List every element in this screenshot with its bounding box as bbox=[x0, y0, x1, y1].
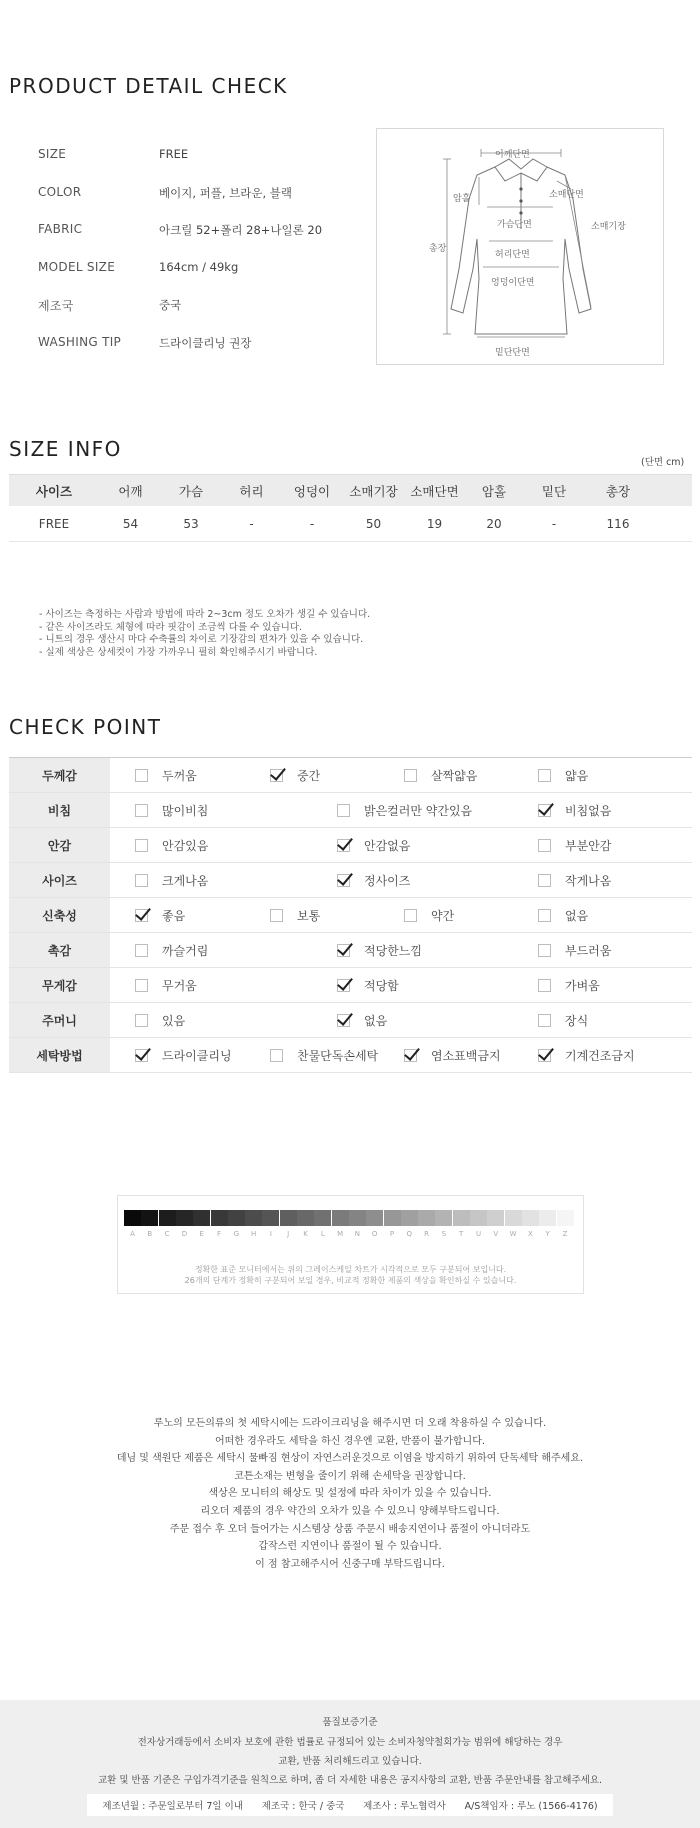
check-option[interactable] bbox=[337, 863, 410, 898]
grayscale-letter: L bbox=[320, 1230, 325, 1238]
grayscale-swatch bbox=[418, 1210, 435, 1226]
check-option[interactable] bbox=[337, 933, 422, 968]
size-note: - 니트의 경우 생산시 마다 수축률의 차이로 기장감의 편차가 있을 수 있습니다. bbox=[39, 634, 364, 645]
checkbox-icon[interactable] bbox=[135, 1014, 148, 1027]
diagram-label-sleeve-length: 소매기장 bbox=[591, 222, 626, 232]
check-option-label: 무거움 bbox=[162, 979, 197, 993]
footer-title: 품질보증기준 bbox=[322, 1717, 378, 1728]
check-option[interactable] bbox=[404, 1038, 501, 1073]
grayscale-swatch bbox=[332, 1210, 349, 1226]
grayscale-letter: S bbox=[441, 1230, 447, 1238]
size-header-cell: 소매단면 bbox=[410, 483, 459, 499]
size-header-cell: 밑단 bbox=[541, 483, 567, 499]
check-option-label: 염소표백금지 bbox=[431, 1049, 501, 1063]
grayscale-letter: G bbox=[233, 1230, 240, 1238]
check-row-label: 촉감 bbox=[9, 933, 110, 967]
checkbox-checked-icon[interactable] bbox=[135, 1049, 148, 1062]
diagram-label-armhole: 암홀 bbox=[453, 194, 471, 204]
check-option-label: 가벼움 bbox=[565, 979, 600, 993]
checkbox-icon[interactable] bbox=[538, 839, 551, 852]
grayscale-letter: K bbox=[303, 1230, 308, 1238]
grayscale-swatch bbox=[557, 1210, 574, 1226]
grayscale-swatch bbox=[193, 1210, 210, 1226]
checkbox-icon[interactable] bbox=[135, 839, 148, 852]
checkbox-icon[interactable] bbox=[538, 874, 551, 887]
size-cell: 53 bbox=[183, 516, 199, 531]
check-option[interactable] bbox=[538, 758, 588, 793]
checkbox-checked-icon[interactable] bbox=[337, 979, 350, 992]
diagram-label-waist: 허리단면 bbox=[495, 250, 530, 260]
grayscale-letter: P bbox=[389, 1230, 395, 1238]
check-option[interactable] bbox=[538, 898, 588, 933]
check-option[interactable] bbox=[270, 898, 320, 933]
check-row bbox=[9, 933, 692, 968]
check-option[interactable] bbox=[538, 828, 611, 863]
size-note: - 사이즈는 측정하는 사람과 방법에 따라 2~3cm 정도 오차가 생길 수 있습니다. bbox=[39, 609, 371, 620]
grayscale-letter: V bbox=[493, 1230, 499, 1238]
check-row bbox=[9, 898, 692, 933]
size-table-header bbox=[9, 474, 692, 506]
footer-manufacture-date: 제조년월 : 주문일로부터 7일 이내 bbox=[102, 1801, 243, 1812]
checkbox-icon[interactable] bbox=[135, 979, 148, 992]
diagram-label-length: 총장 bbox=[429, 244, 447, 254]
footer-info-bar bbox=[87, 1794, 613, 1816]
check-row-label: 안감 bbox=[9, 828, 110, 862]
check-option[interactable] bbox=[404, 898, 454, 933]
grayscale-letter: T bbox=[459, 1230, 464, 1238]
check-option-label: 비침없음 bbox=[565, 804, 612, 818]
grayscale-swatch bbox=[141, 1210, 158, 1226]
check-option[interactable] bbox=[135, 863, 208, 898]
check-option-label: 장식 bbox=[565, 1014, 589, 1028]
checkbox-icon[interactable] bbox=[135, 804, 148, 817]
check-table bbox=[9, 757, 692, 1073]
detail-value: 아크릴 52+폴리 28+나일론 20 bbox=[159, 223, 323, 237]
checkbox-checked-icon[interactable] bbox=[337, 839, 350, 852]
grayscale-note-1: 정확한 표준 모니터에서는 위의 그레이스케일 차트가 시각적으로 모두 구분되어 보입니다. bbox=[194, 1265, 507, 1274]
size-cell: 20 bbox=[486, 516, 502, 531]
section-title-detail: PRODUCT DETAIL CHECK bbox=[9, 74, 288, 98]
size-unit: (단면 cm) bbox=[641, 457, 685, 468]
diagram-label-hip: 엉덩이단면 bbox=[491, 278, 535, 288]
detail-value: 164cm / 49kg bbox=[159, 260, 239, 274]
grayscale-swatch bbox=[435, 1210, 452, 1226]
footer-line-1: 전자상거래등에서 소비자 보호에 관한 법률로 규정되어 있는 소비자청약철회가능 범위에 해당하는 경우 bbox=[137, 1737, 563, 1748]
grayscale-letter: N bbox=[354, 1230, 361, 1238]
grayscale-swatch bbox=[384, 1210, 401, 1226]
checkbox-icon[interactable] bbox=[538, 979, 551, 992]
checkbox-icon[interactable] bbox=[404, 909, 417, 922]
detail-value: 드라이클리닝 권장 bbox=[159, 336, 252, 350]
size-cell: - bbox=[309, 516, 315, 531]
size-header-cell: 허리 bbox=[239, 483, 264, 499]
check-row-label: 두께감 bbox=[9, 758, 110, 792]
grayscale-chart bbox=[117, 1195, 584, 1294]
grayscale-swatch bbox=[245, 1210, 262, 1226]
check-option[interactable] bbox=[404, 758, 477, 793]
check-option-label: 좋음 bbox=[162, 909, 186, 923]
grayscale-letter: U bbox=[475, 1230, 482, 1238]
check-option[interactable] bbox=[135, 1038, 232, 1073]
grayscale-swatch bbox=[211, 1210, 228, 1226]
notice-line: 갑작스런 지연이나 품절이 될 수 있습니다. bbox=[258, 1541, 442, 1553]
detail-value: 중국 bbox=[159, 298, 182, 312]
check-option-label: 적당한느낌 bbox=[364, 944, 422, 958]
footer-line-3: 교환 및 반품 기준은 구입가격기준을 원칙으로 하며, 좀 더 자세한 내용은 공지사항의 교환, 반품 주문안내를 참고해주세요. bbox=[97, 1775, 603, 1786]
grayscale-letter: F bbox=[216, 1230, 222, 1238]
check-option-label: 많이비침 bbox=[162, 804, 209, 818]
check-row bbox=[9, 1003, 692, 1038]
diagram-label-shoulder: 어깨단면 bbox=[495, 150, 530, 160]
footer bbox=[0, 1700, 700, 1828]
check-option-label: 있음 bbox=[162, 1014, 186, 1028]
check-option-label: 안감없음 bbox=[364, 839, 411, 853]
check-row bbox=[9, 793, 692, 828]
size-cell: 116 bbox=[606, 516, 630, 531]
check-row-label: 세탁방법 bbox=[9, 1038, 110, 1072]
check-option[interactable] bbox=[135, 828, 208, 863]
size-cell: FREE bbox=[38, 516, 70, 531]
notice-line: 코튼소재는 변형을 줄이기 위해 손세탁을 권장합니다. bbox=[234, 1470, 466, 1482]
check-option[interactable] bbox=[538, 933, 611, 968]
notice-line: 이 점 참고해주시어 신중구매 부탁드립니다. bbox=[255, 1558, 445, 1570]
notice-line: 데님 및 색원단 제품은 세탁시 물빠짐 현상이 자연스러운것으로 이염을 방지하기 위하여 단독세탁 해주세요. bbox=[116, 1453, 584, 1465]
grayscale-swatch bbox=[470, 1210, 487, 1226]
checkbox-checked-icon[interactable] bbox=[135, 909, 148, 922]
check-option[interactable] bbox=[538, 863, 611, 898]
check-option-label: 약간 bbox=[431, 909, 455, 923]
checkbox-checked-icon[interactable] bbox=[337, 1014, 350, 1027]
grayscale-swatch bbox=[487, 1210, 504, 1226]
grayscale-letter: I bbox=[269, 1230, 272, 1238]
checkbox-icon[interactable] bbox=[135, 874, 148, 887]
checkbox-icon[interactable] bbox=[135, 944, 148, 957]
grayscale-swatch bbox=[453, 1210, 470, 1226]
grayscale-swatch bbox=[262, 1210, 279, 1226]
check-row bbox=[9, 1038, 692, 1073]
detail-label: MODEL SIZE bbox=[38, 260, 116, 274]
check-option-label: 살짝얇음 bbox=[431, 769, 478, 783]
detail-value: FREE bbox=[159, 147, 189, 161]
grayscale-swatch bbox=[539, 1210, 556, 1226]
size-cell: 19 bbox=[426, 516, 443, 531]
check-row-label: 신축성 bbox=[9, 898, 110, 932]
grayscale-swatch bbox=[401, 1210, 418, 1226]
grayscale-note-2: 26개의 단계가 정확히 구분되어 보일 경우, 비교적 정확한 제품의 색상을 확인하실 수 있습니다. bbox=[184, 1276, 517, 1285]
detail-label: FABRIC bbox=[38, 222, 83, 236]
checkbox-checked-icon[interactable] bbox=[270, 769, 283, 782]
footer-as-contact: A/S책임자 : 루노 (1566-4176) bbox=[464, 1801, 598, 1812]
footer-country: 제조국 : 한국 / 중국 bbox=[261, 1801, 345, 1812]
grayscale-letter: B bbox=[147, 1230, 153, 1238]
checkbox-icon[interactable] bbox=[404, 769, 417, 782]
check-option[interactable] bbox=[135, 898, 185, 933]
check-option[interactable] bbox=[135, 933, 208, 968]
checkbox-checked-icon[interactable] bbox=[337, 874, 350, 887]
checkbox-icon[interactable] bbox=[270, 1049, 283, 1062]
checkbox-icon[interactable] bbox=[538, 769, 551, 782]
check-option[interactable] bbox=[135, 1003, 185, 1038]
diagram-label-sleeve-width: 소매단면 bbox=[549, 190, 584, 200]
check-option[interactable] bbox=[538, 1003, 588, 1038]
grayscale-letter: Q bbox=[406, 1230, 413, 1238]
detail-label: 제조국 bbox=[38, 299, 74, 313]
check-option-label: 중간 bbox=[297, 769, 321, 783]
size-header-cell: 어깨 bbox=[118, 483, 143, 499]
check-option[interactable] bbox=[538, 1038, 635, 1073]
size-row bbox=[9, 506, 692, 542]
check-option[interactable] bbox=[337, 828, 410, 863]
check-row-label: 비침 bbox=[9, 793, 110, 827]
check-row bbox=[9, 828, 692, 863]
notice-line: 주문 접수 후 오더 들어가는 시스템상 상품 주문시 배송지연이나 품절이 아니더라도 bbox=[169, 1523, 531, 1535]
checkbox-icon[interactable] bbox=[538, 944, 551, 957]
check-option-label: 부드러움 bbox=[565, 944, 612, 958]
grayscale-letter: M bbox=[337, 1230, 344, 1238]
check-option[interactable] bbox=[270, 758, 320, 793]
detail-label: WASHING TIP bbox=[38, 335, 122, 349]
check-option-label: 밝은컬러만 약간있음 bbox=[364, 804, 473, 818]
detail-label: COLOR bbox=[38, 185, 82, 199]
size-header-cell: 총장 bbox=[605, 483, 631, 499]
detail-value: 베이지, 퍼플, 브라운, 블랙 bbox=[159, 186, 293, 200]
checkbox-checked-icon[interactable] bbox=[538, 1049, 551, 1062]
checkbox-icon[interactable] bbox=[270, 909, 283, 922]
check-option-label: 적당함 bbox=[364, 979, 399, 993]
check-option-label: 기계건조금지 bbox=[565, 1049, 635, 1063]
check-option-label: 크게나옴 bbox=[162, 874, 209, 888]
grayscale-swatch bbox=[505, 1210, 522, 1226]
notice-line: 어떠한 경우라도 세탁을 하신 경우엔 교환, 반품이 불가합니다. bbox=[214, 1435, 486, 1447]
check-row bbox=[9, 968, 692, 1003]
grayscale-letter: X bbox=[527, 1230, 533, 1238]
grayscale-swatch bbox=[159, 1210, 176, 1226]
size-diagram bbox=[376, 128, 664, 365]
check-row bbox=[9, 863, 692, 898]
grayscale-swatch bbox=[280, 1210, 297, 1226]
size-header-cell: 사이즈 bbox=[35, 483, 73, 499]
size-header-cell: 암홀 bbox=[481, 483, 507, 499]
checkbox-icon[interactable] bbox=[337, 804, 350, 817]
check-option-label: 까슬거림 bbox=[162, 944, 209, 958]
grayscale-letter: D bbox=[181, 1230, 188, 1238]
checkbox-checked-icon[interactable] bbox=[404, 1049, 417, 1062]
footer-maker: 제조사 : 루노협력사 bbox=[363, 1801, 446, 1812]
section-title-size: SIZE INFO bbox=[9, 437, 122, 461]
size-header-cell: 소매기장 bbox=[349, 483, 398, 499]
check-option[interactable] bbox=[337, 793, 472, 828]
footer-line-2: 교환, 반품 처리해드리고 있습니다. bbox=[278, 1756, 422, 1767]
size-cell: - bbox=[249, 516, 254, 531]
check-option-label: 정사이즈 bbox=[364, 874, 411, 888]
size-cell: 50 bbox=[365, 516, 382, 531]
grayscale-swatch bbox=[366, 1210, 383, 1226]
grayscale-swatch bbox=[228, 1210, 245, 1226]
checkbox-checked-icon[interactable] bbox=[538, 804, 551, 817]
checkbox-checked-icon[interactable] bbox=[337, 944, 350, 957]
grayscale-letter: O bbox=[371, 1230, 378, 1238]
check-option-label: 부분안감 bbox=[565, 839, 612, 853]
checkbox-icon[interactable] bbox=[135, 769, 148, 782]
check-option-label: 없음 bbox=[565, 909, 589, 923]
size-cell: - bbox=[551, 516, 557, 531]
size-cell: 54 bbox=[122, 516, 139, 531]
check-row-label: 무게감 bbox=[9, 968, 110, 1002]
check-option-label: 작게나옴 bbox=[565, 874, 612, 888]
check-option[interactable] bbox=[538, 793, 611, 828]
size-header-cell: 가슴 bbox=[178, 483, 204, 499]
check-option[interactable] bbox=[270, 1038, 378, 1073]
check-option-label: 보통 bbox=[297, 909, 321, 923]
notice-line: 리오더 제품의 경우 약간의 오차가 있을 수 있으니 양해부탁드립니다. bbox=[200, 1506, 500, 1517]
diagram-label-hem: 밑단단면 bbox=[495, 348, 530, 358]
check-option-label: 얇음 bbox=[565, 769, 589, 783]
section-title-check: CHECK POINT bbox=[9, 715, 162, 739]
grayscale-swatch bbox=[349, 1210, 366, 1226]
check-option-label: 두꺼움 bbox=[162, 769, 197, 783]
check-option[interactable] bbox=[337, 1003, 387, 1038]
notice-line: 색상은 모니터의 해상도 및 설정에 따라 차이가 있을 수 있습니다. bbox=[208, 1488, 492, 1500]
grayscale-letter: A bbox=[130, 1230, 135, 1238]
size-note: - 같은 사이즈라도 체형에 따라 핏감이 조금씩 다를 수 있습니다. bbox=[39, 621, 303, 633]
grayscale-swatch bbox=[176, 1210, 193, 1226]
check-option-label: 없음 bbox=[364, 1014, 388, 1028]
check-option-label: 찬물단독손세탁 bbox=[297, 1049, 379, 1063]
grayscale-letter: C bbox=[164, 1230, 170, 1238]
grayscale-letter: W bbox=[509, 1230, 517, 1238]
check-option[interactable] bbox=[135, 758, 197, 793]
size-header-cell: 엉덩이 bbox=[293, 483, 331, 499]
size-note: - 실제 색상은 상세컷이 가장 가까우니 필히 확인해주시기 바랍니다. bbox=[39, 646, 318, 658]
check-option[interactable] bbox=[135, 968, 197, 1003]
grayscale-letter: R bbox=[424, 1230, 430, 1238]
diagram-label-chest: 가슴단면 bbox=[497, 220, 532, 230]
checkbox-icon[interactable] bbox=[538, 909, 551, 922]
check-option-label: 안감있음 bbox=[162, 839, 209, 853]
grayscale-swatch bbox=[314, 1210, 331, 1226]
size-table bbox=[9, 474, 692, 542]
check-row-label: 주머니 bbox=[9, 1003, 110, 1037]
grayscale-letter: H bbox=[250, 1230, 257, 1238]
check-row-label: 사이즈 bbox=[9, 863, 110, 897]
grayscale-swatch bbox=[522, 1210, 539, 1226]
check-row bbox=[9, 758, 692, 793]
check-option-label: 드라이클리닝 bbox=[162, 1049, 232, 1063]
grayscale-letter: E bbox=[199, 1230, 204, 1238]
grayscale-letter: J bbox=[287, 1230, 290, 1238]
grayscale-letter: Z bbox=[562, 1230, 568, 1238]
check-option[interactable] bbox=[337, 968, 399, 1003]
check-option[interactable] bbox=[538, 968, 600, 1003]
checkbox-icon[interactable] bbox=[538, 1014, 551, 1027]
check-option[interactable] bbox=[135, 793, 208, 828]
notice-line: 루노의 모든의류의 첫 세탁시에는 드라이크리닝을 해주시면 더 오래 착용하실 수 있습니다. bbox=[153, 1418, 547, 1429]
grayscale-letter: Y bbox=[545, 1230, 550, 1238]
grayscale-swatch bbox=[297, 1210, 314, 1226]
grayscale-swatch bbox=[124, 1210, 141, 1226]
detail-label: SIZE bbox=[38, 147, 67, 161]
